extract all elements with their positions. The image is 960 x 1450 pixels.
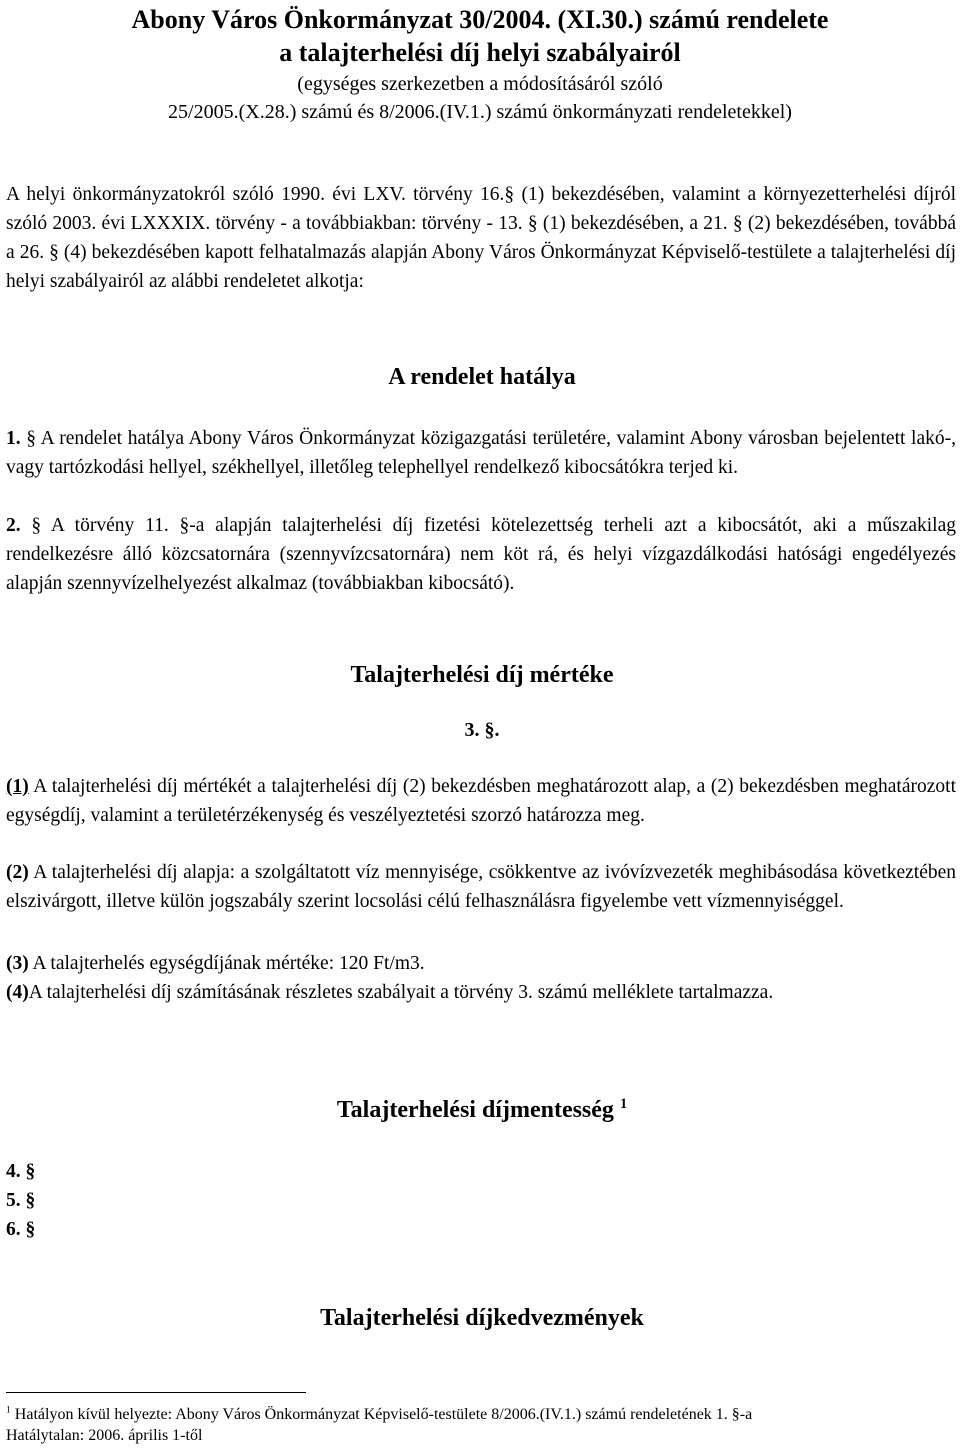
section-heading-discounts: Talajterhelési díjkedvezmények: [320, 1305, 644, 1331]
document-title-line-1: Abony Város Önkormányzat 30/2004. (XI.30.) számú rendelete: [131, 5, 829, 34]
paragraph-2-text: § A törvény 11. §-a alapján talajterhelési díj fizetési kötelezettség terheli azt a kibocsátót, aki a műszakilag rendelkezésre álló közcsatornára (szennyvízcsatornára) nem köt rá, és helyi vízgazdálkodási hatósági engedélyezés alapján szennyvízelhelyezést alkalmaz (továbbiakban kibocsátó).: [6, 515, 956, 594]
footnote-line-1: [6, 1404, 956, 1425]
footnote-divider: [6, 1392, 306, 1393]
subsection-2-number: (2): [6, 862, 29, 883]
subsection-2-text: A talajterhelési díj alapja: a szolgáltatott víz mennyisége, csökkentve az ivóvízvezeték meghibásodása következtében elszivárgott, illetve külön jogszabály szerint locsolási célú felhasználásra figyelembe vett vízmennyiséggel.: [6, 862, 956, 912]
subsection-3-number: (3): [6, 953, 29, 974]
subsection-4-text: A talajterhelési díj számításának részletes szabályait a törvény 3. számú melléklete tartalmazza.: [28, 982, 774, 1003]
footnote-text-1: Hatályon kívül helyezte: Abony Város Önkormányzat Képviselő-testülete 8/2006.(IV.1.) számú rendeletének 1. §-a: [10, 1406, 753, 1423]
repealed-section-4: 4. §: [6, 1161, 36, 1182]
subsection-2: [6, 858, 956, 916]
paragraph-2-number: 2.: [6, 515, 21, 536]
footnote-mark: 1: [6, 1404, 11, 1416]
document-subtitle-line-1: (egységes szerkezetben a módosításáról szóló: [297, 73, 663, 95]
section-heading-exemption: [0, 1095, 960, 1125]
subsection-1-text: A talajterhelési díj mértékét a talajterhelési díj (2) bekezdésben meghatározott alap, a (2) bekezdésben meghatározott egységdíj, valamint a területérzékenység és veszélyeztetési szorzó határozza meg.: [6, 776, 956, 826]
subsection-3: [6, 949, 956, 978]
subsection-4-number: (4): [6, 982, 29, 1003]
repealed-section-5: 5. §: [6, 1190, 36, 1211]
repealed-section-6: 6. §: [6, 1219, 36, 1240]
subsection-1: [6, 772, 956, 830]
section-heading-exemption-text: Talajterhelési díjmentesség: [336, 1097, 614, 1123]
document-subtitle-line-2: 25/2005.(X.28.) számú és 8/2006.(IV.1.) számú önkormányzati rendeletekkel): [168, 101, 792, 123]
document-title-line-2: a talajterhelési díj helyi szabályairól: [279, 38, 681, 67]
subsection-3-text: A talajterhelés egységdíjának mértéke: 120 Ft/m3.: [28, 953, 425, 974]
preamble-paragraph: A helyi önkormányzatokról szóló 1990. évi LXV. törvény 16.§ (1) bekezdésében, valamint a környezetterhelési díjról szóló 2003. évi LXXXIX. törvény - a továbbiakban: törvény - 13. § (1) bekezdésében, a 21. § (2) bekezdésében, továbbá a 26. § (4) bekezdésében kapott felhatalmazás alapján Abony Város Önkormányzat Képviselő-testülete a talajterhelési díj helyi szabályairól az alábbi rendeletet alkotja:: [6, 184, 956, 292]
paragraph-2: [6, 511, 956, 598]
section-number-3: 3. §.: [464, 719, 500, 741]
footnote-reference[interactable]: 1: [619, 1096, 628, 1112]
section-heading-scope: A rendelet hatálya: [388, 364, 576, 390]
subsection-1-number: (1): [6, 776, 29, 797]
paragraph-1: [6, 424, 956, 482]
subsection-4: [6, 978, 956, 1007]
footnote-line-2: Hatálytalan: 2006. április 1-től: [6, 1427, 203, 1444]
paragraph-1-number: 1.: [6, 428, 21, 449]
section-heading-rate: Talajterhelési díj mértéke: [350, 662, 614, 688]
paragraph-1-text: § A rendelet hatálya Abony Város Önkormányzat közigazgatási területére, valamint Abony városban bejelentett lakó-, vagy tartózkodási hellyel, székhellyel, illetőleg telephellyel rendelkező kibocsátókra terjed ki.: [6, 428, 956, 478]
